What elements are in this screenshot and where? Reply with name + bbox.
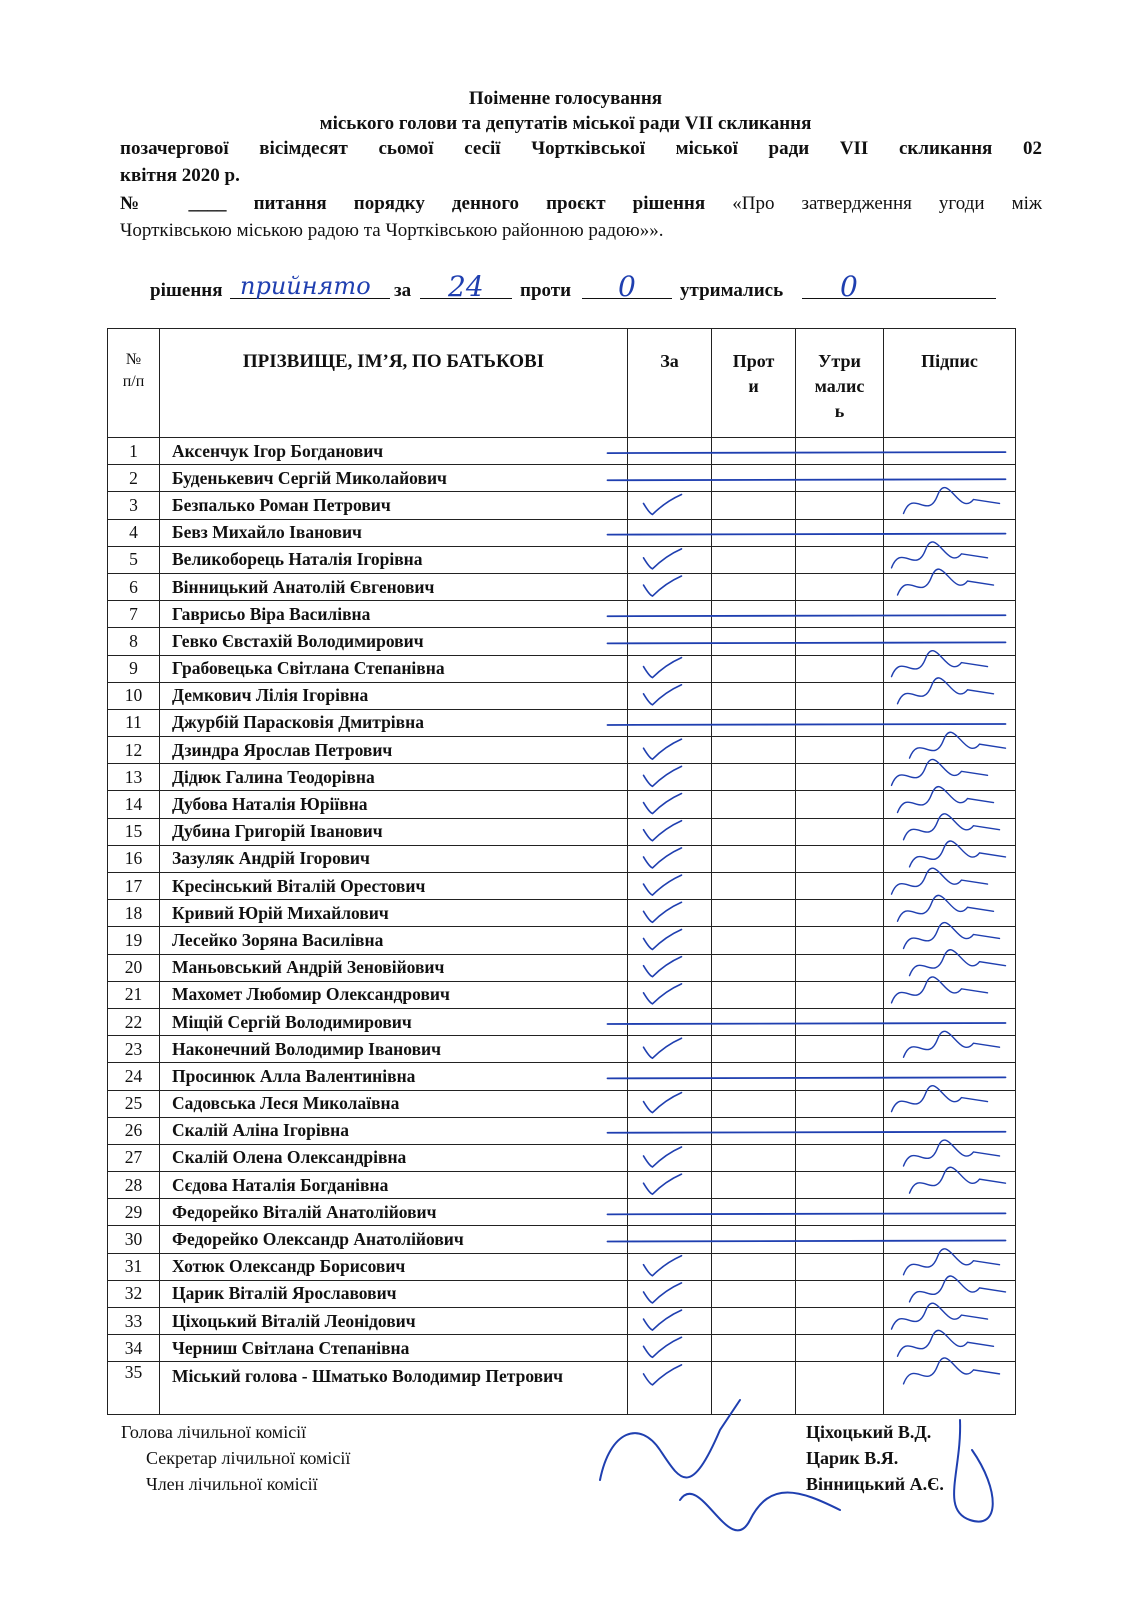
row-signature-cell xyxy=(884,1308,1016,1335)
row-number: 30 xyxy=(108,1226,160,1253)
row-name: Лесейко Зоряна Василівна xyxy=(160,927,628,954)
row-name: Федорейко Олександр Анатолійович xyxy=(160,1226,628,1253)
table-row xyxy=(108,1335,1016,1362)
row-name: Кривий Юрій Михайлович xyxy=(160,900,628,927)
row-name: Ціхоцький Віталій Леонідович xyxy=(160,1308,628,1335)
row-signature-cell xyxy=(884,465,1016,492)
row-for-cell xyxy=(628,438,712,465)
row-abstained-cell xyxy=(796,1117,884,1144)
row-for-cell xyxy=(628,492,712,519)
table-row xyxy=(108,1253,1016,1280)
row-signature-cell xyxy=(884,873,1016,900)
table-row xyxy=(108,438,1016,465)
row-signature-cell xyxy=(884,954,1016,981)
row-abstained-cell xyxy=(796,1199,884,1226)
row-abstained-cell xyxy=(796,1090,884,1117)
row-name: Зазуляк Андрій Ігорович xyxy=(160,845,628,872)
row-signature-cell xyxy=(884,1063,1016,1090)
row-signature-cell xyxy=(884,1199,1016,1226)
row-for-cell xyxy=(628,1117,712,1144)
row-abstained-cell xyxy=(796,1172,884,1199)
row-for-cell xyxy=(628,546,712,573)
row-for-cell xyxy=(628,818,712,845)
row-against-cell xyxy=(712,927,796,954)
table-row xyxy=(108,981,1016,1008)
row-number: 3 xyxy=(108,492,160,519)
member-name: Вінницький А.Є. xyxy=(806,1474,944,1494)
row-against-cell xyxy=(712,1362,796,1415)
row-against-cell xyxy=(712,791,796,818)
row-abstained-cell xyxy=(796,981,884,1008)
row-abstained-cell xyxy=(796,682,884,709)
row-number: 1 xyxy=(108,438,160,465)
row-against-cell xyxy=(712,465,796,492)
row-against-cell xyxy=(712,873,796,900)
row-for-cell xyxy=(628,1280,712,1307)
row-signature-cell xyxy=(884,791,1016,818)
row-name: Вінницький Анатолій Євгенович xyxy=(160,573,628,600)
row-abstained-cell xyxy=(796,492,884,519)
row-number: 23 xyxy=(108,1036,160,1063)
row-signature-cell xyxy=(884,1335,1016,1362)
decision-value: прийнято xyxy=(240,272,371,300)
table-row xyxy=(108,1117,1016,1144)
table-row xyxy=(108,1362,1016,1415)
row-signature-cell xyxy=(884,519,1016,546)
row-name: Джурбій Парасковія Дмитрівна xyxy=(160,709,628,736)
row-name: Садовська Леся Миколаївна xyxy=(160,1090,628,1117)
row-for-cell xyxy=(628,764,712,791)
row-abstained-cell xyxy=(796,1308,884,1335)
row-name: Махомет Любомир Олександрович xyxy=(160,981,628,1008)
row-name: Царик Віталій Ярославович xyxy=(160,1280,628,1307)
row-number: 11 xyxy=(108,709,160,736)
row-abstained-cell xyxy=(796,764,884,791)
row-for-cell xyxy=(628,1008,712,1035)
row-signature-cell xyxy=(884,1280,1016,1307)
row-signature-cell xyxy=(884,981,1016,1008)
agenda-line-1 xyxy=(120,190,1042,217)
row-for-cell xyxy=(628,573,712,600)
row-for-cell xyxy=(628,655,712,682)
row-abstained-cell xyxy=(796,927,884,954)
table-row xyxy=(108,492,1016,519)
row-for-cell xyxy=(628,1063,712,1090)
row-signature-cell xyxy=(884,655,1016,682)
row-abstained-cell xyxy=(796,818,884,845)
row-name: Маньовський Андрій Зеновійович xyxy=(160,954,628,981)
row-signature-cell xyxy=(884,628,1016,655)
row-name: Демкович Лілія Ігорівна xyxy=(160,682,628,709)
row-name: Гаврисьо Віра Василівна xyxy=(160,601,628,628)
row-against-cell xyxy=(712,519,796,546)
row-name: Міщій Сергій Володимирович xyxy=(160,1008,628,1035)
row-abstained-cell xyxy=(796,845,884,872)
row-for-cell xyxy=(628,927,712,954)
row-abstained-cell xyxy=(796,1144,884,1171)
col-abstained-header: Утри малис ь xyxy=(796,329,884,438)
row-number: 33 xyxy=(108,1308,160,1335)
row-number: 28 xyxy=(108,1172,160,1199)
table-row xyxy=(108,1199,1016,1226)
table-row xyxy=(108,709,1016,736)
row-signature-cell xyxy=(884,601,1016,628)
table-row xyxy=(108,873,1016,900)
row-against-cell xyxy=(712,1008,796,1035)
row-against-cell xyxy=(712,1226,796,1253)
item-number-prefix: № xyxy=(120,193,162,214)
row-for-cell xyxy=(628,900,712,927)
row-signature-cell xyxy=(884,764,1016,791)
row-against-cell xyxy=(712,1199,796,1226)
row-number: 21 xyxy=(108,981,160,1008)
row-against-cell xyxy=(712,601,796,628)
row-name: Хотюк Олександр Борисович xyxy=(160,1253,628,1280)
row-against-cell xyxy=(712,845,796,872)
row-number: 17 xyxy=(108,873,160,900)
decision-label: рішення xyxy=(150,280,223,301)
row-abstained-cell xyxy=(796,900,884,927)
table-row xyxy=(108,818,1016,845)
table-row xyxy=(108,900,1016,927)
row-number: 5 xyxy=(108,546,160,573)
table-row xyxy=(108,764,1016,791)
table-row xyxy=(108,601,1016,628)
commission-signature xyxy=(680,1493,840,1531)
table-row xyxy=(108,1280,1016,1307)
row-for-cell xyxy=(628,791,712,818)
document-title: Поіменне голосування xyxy=(468,88,663,109)
row-against-cell xyxy=(712,1036,796,1063)
row-abstained-cell xyxy=(796,438,884,465)
row-against-cell xyxy=(712,1335,796,1362)
table-row xyxy=(108,927,1016,954)
abstained-count: 0 xyxy=(840,270,858,303)
table-row xyxy=(108,1144,1016,1171)
table-row xyxy=(108,845,1016,872)
row-abstained-cell xyxy=(796,546,884,573)
decision-summary xyxy=(150,272,1020,308)
col-against-header: Прот и xyxy=(712,329,796,438)
row-abstained-cell xyxy=(796,1036,884,1063)
table-header-row xyxy=(108,329,1016,438)
row-signature-cell xyxy=(884,1362,1016,1415)
row-name: Наконечний Володимир Іванович xyxy=(160,1036,628,1063)
secretary-label: Секретар лічильної комісії xyxy=(146,1448,351,1468)
row-against-cell xyxy=(712,438,796,465)
row-abstained-cell xyxy=(796,628,884,655)
table-row xyxy=(108,546,1016,573)
row-name: Федорейко Віталій Анатолійович xyxy=(160,1199,628,1226)
row-against-cell xyxy=(712,764,796,791)
row-number: 4 xyxy=(108,519,160,546)
row-signature-cell xyxy=(884,1144,1016,1171)
row-name: Дзиндра Ярослав Петрович xyxy=(160,737,628,764)
table-row xyxy=(108,1090,1016,1117)
table-row xyxy=(108,1063,1016,1090)
row-number: 32 xyxy=(108,1280,160,1307)
row-number: 22 xyxy=(108,1008,160,1035)
row-number: 12 xyxy=(108,737,160,764)
row-signature-cell xyxy=(884,737,1016,764)
table-row xyxy=(108,682,1016,709)
row-signature-cell xyxy=(884,927,1016,954)
row-signature-cell xyxy=(884,682,1016,709)
against-count: 0 xyxy=(618,270,636,303)
row-signature-cell xyxy=(884,546,1016,573)
row-against-cell xyxy=(712,1172,796,1199)
row-abstained-cell xyxy=(796,873,884,900)
abstained-label: утримались xyxy=(680,280,784,301)
row-for-cell xyxy=(628,682,712,709)
chair-name: Ціхоцький В.Д. xyxy=(806,1422,932,1442)
table-row xyxy=(108,1226,1016,1253)
table-row xyxy=(108,465,1016,492)
row-signature-cell xyxy=(884,1090,1016,1117)
roll-call-table xyxy=(107,328,1016,1415)
row-against-cell xyxy=(712,655,796,682)
row-against-cell xyxy=(712,737,796,764)
table-row xyxy=(108,1308,1016,1335)
row-number: 18 xyxy=(108,900,160,927)
row-name: Сєдова Наталія Богданівна xyxy=(160,1172,628,1199)
row-for-cell xyxy=(628,465,712,492)
row-name: Великоборець Наталія Ігорівна xyxy=(160,546,628,573)
row-signature-cell xyxy=(884,492,1016,519)
chair-label: Голова лічильної комісії xyxy=(121,1422,307,1442)
row-for-cell xyxy=(628,1362,712,1415)
row-against-cell xyxy=(712,573,796,600)
table-row xyxy=(108,655,1016,682)
row-abstained-cell xyxy=(796,954,884,981)
col-signature-header: Підпис xyxy=(884,329,1016,438)
row-number: 15 xyxy=(108,818,160,845)
col-number-header: № п/п xyxy=(108,329,160,438)
row-name: Кресінський Віталій Орестович xyxy=(160,873,628,900)
row-signature-cell xyxy=(884,818,1016,845)
row-against-cell xyxy=(712,981,796,1008)
row-name: Бевз Михайло Іванович xyxy=(160,519,628,546)
row-number: 7 xyxy=(108,601,160,628)
table-row xyxy=(108,954,1016,981)
row-name: Дідюк Галина Теодорівна xyxy=(160,764,628,791)
row-name: Просинюк Алла Валентинівна xyxy=(160,1063,628,1090)
row-abstained-cell xyxy=(796,1226,884,1253)
row-against-cell xyxy=(712,1253,796,1280)
row-signature-cell xyxy=(884,1008,1016,1035)
row-signature-cell xyxy=(884,1117,1016,1144)
member-label: Член лічильної комісії xyxy=(146,1474,318,1494)
commission-signature xyxy=(954,1420,993,1522)
row-for-cell xyxy=(628,873,712,900)
row-abstained-cell xyxy=(796,1063,884,1090)
row-against-cell xyxy=(712,1308,796,1335)
session-line-1: позачергової вісімдесят сьомої сесії Чортківської міської ради VII скликання 02 xyxy=(120,138,1042,159)
col-name-header: ПРІЗВИЩЕ, ІМ’Я, ПО БАТЬКОВІ xyxy=(160,329,628,438)
row-name: Буденькевич Сергій Миколайович xyxy=(160,465,628,492)
row-number: 29 xyxy=(108,1199,160,1226)
row-for-cell xyxy=(628,1144,712,1171)
secretary-name: Царик В.Я. xyxy=(806,1448,899,1468)
row-for-cell xyxy=(628,1226,712,1253)
row-name: Скалій Аліна Ігорівна xyxy=(160,1117,628,1144)
row-abstained-cell xyxy=(796,709,884,736)
table-row xyxy=(108,519,1016,546)
row-number: 14 xyxy=(108,791,160,818)
row-abstained-cell xyxy=(796,1335,884,1362)
row-against-cell xyxy=(712,900,796,927)
row-abstained-cell xyxy=(796,601,884,628)
table-row xyxy=(108,628,1016,655)
row-name: Міський голова - Шматько Володимир Петрович xyxy=(160,1362,628,1415)
row-signature-cell xyxy=(884,1172,1016,1199)
row-abstained-cell xyxy=(796,519,884,546)
row-abstained-cell xyxy=(796,655,884,682)
item-title-line-1: «Про затвердження угоди між xyxy=(732,193,1043,214)
table-row xyxy=(108,573,1016,600)
row-against-cell xyxy=(712,1280,796,1307)
row-number: 6 xyxy=(108,573,160,600)
row-name: Гевко Євстахій Володимирович xyxy=(160,628,628,655)
row-for-cell xyxy=(628,1335,712,1362)
row-number: 31 xyxy=(108,1253,160,1280)
row-abstained-cell xyxy=(796,1008,884,1035)
row-signature-cell xyxy=(884,900,1016,927)
row-number: 26 xyxy=(108,1117,160,1144)
table-row xyxy=(108,791,1016,818)
row-number: 8 xyxy=(108,628,160,655)
row-abstained-cell xyxy=(796,737,884,764)
row-abstained-cell xyxy=(796,1362,884,1415)
row-number: 24 xyxy=(108,1063,160,1090)
row-number: 35 xyxy=(108,1362,160,1415)
row-for-cell xyxy=(628,628,712,655)
row-for-cell xyxy=(628,981,712,1008)
session-info xyxy=(120,135,1042,189)
row-against-cell xyxy=(712,546,796,573)
row-number: 16 xyxy=(108,845,160,872)
row-for-cell xyxy=(628,601,712,628)
row-number: 13 xyxy=(108,764,160,791)
row-signature-cell xyxy=(884,438,1016,465)
row-abstained-cell xyxy=(796,1280,884,1307)
row-for-cell xyxy=(628,1308,712,1335)
row-abstained-cell xyxy=(796,791,884,818)
item-label: питання порядку денного проєкт рішення xyxy=(253,193,706,214)
col-for-header: За xyxy=(628,329,712,438)
row-number: 9 xyxy=(108,655,160,682)
row-against-cell xyxy=(712,682,796,709)
agenda-item xyxy=(120,190,1042,244)
row-abstained-cell xyxy=(796,573,884,600)
table-row xyxy=(108,737,1016,764)
row-abstained-cell xyxy=(796,465,884,492)
session-line-2: квітня 2020 р. xyxy=(120,165,240,186)
row-number: 34 xyxy=(108,1335,160,1362)
row-signature-cell xyxy=(884,709,1016,736)
row-against-cell xyxy=(712,1117,796,1144)
row-against-cell xyxy=(712,818,796,845)
row-against-cell xyxy=(712,954,796,981)
row-for-cell xyxy=(628,1172,712,1199)
table-row xyxy=(108,1036,1016,1063)
row-for-cell xyxy=(628,737,712,764)
for-label: за xyxy=(394,280,412,301)
row-for-cell xyxy=(628,1199,712,1226)
row-signature-cell xyxy=(884,1253,1016,1280)
row-signature-cell xyxy=(884,1036,1016,1063)
item-number-blank: ____ xyxy=(188,193,227,214)
row-for-cell xyxy=(628,1090,712,1117)
item-title-line-2: Чортківською міською радою та Чортківською районною радою»». xyxy=(120,220,664,241)
row-number: 10 xyxy=(108,682,160,709)
row-name: Грабовецька Світлана Степанівна xyxy=(160,655,628,682)
row-for-cell xyxy=(628,519,712,546)
table-row xyxy=(108,1172,1016,1199)
row-name: Дубина Григорій Іванович xyxy=(160,818,628,845)
row-signature-cell xyxy=(884,573,1016,600)
row-for-cell xyxy=(628,1253,712,1280)
row-signature-cell xyxy=(884,1226,1016,1253)
row-name: Черниш Світлана Степанівна xyxy=(160,1335,628,1362)
row-abstained-cell xyxy=(796,1253,884,1280)
row-name: Безпалько Роман Петрович xyxy=(160,492,628,519)
row-number: 2 xyxy=(108,465,160,492)
row-against-cell xyxy=(712,1090,796,1117)
row-number: 19 xyxy=(108,927,160,954)
table-row xyxy=(108,1008,1016,1035)
row-number: 20 xyxy=(108,954,160,981)
row-against-cell xyxy=(712,1063,796,1090)
row-against-cell xyxy=(712,709,796,736)
row-against-cell xyxy=(712,492,796,519)
document-subtitle: міського голови та депутатів міської ради VII скликання xyxy=(319,113,812,134)
row-for-cell xyxy=(628,1036,712,1063)
for-count: 24 xyxy=(448,270,484,303)
row-name: Дубова Наталія Юріївна xyxy=(160,791,628,818)
row-for-cell xyxy=(628,709,712,736)
row-for-cell xyxy=(628,954,712,981)
row-name: Скалій Олена Олександрівна xyxy=(160,1144,628,1171)
row-against-cell xyxy=(712,1144,796,1171)
row-against-cell xyxy=(712,628,796,655)
row-for-cell xyxy=(628,845,712,872)
row-signature-cell xyxy=(884,845,1016,872)
row-number: 25 xyxy=(108,1090,160,1117)
row-name: Аксенчук Ігор Богданович xyxy=(160,438,628,465)
against-label: проти xyxy=(520,280,572,301)
row-number: 27 xyxy=(108,1144,160,1171)
